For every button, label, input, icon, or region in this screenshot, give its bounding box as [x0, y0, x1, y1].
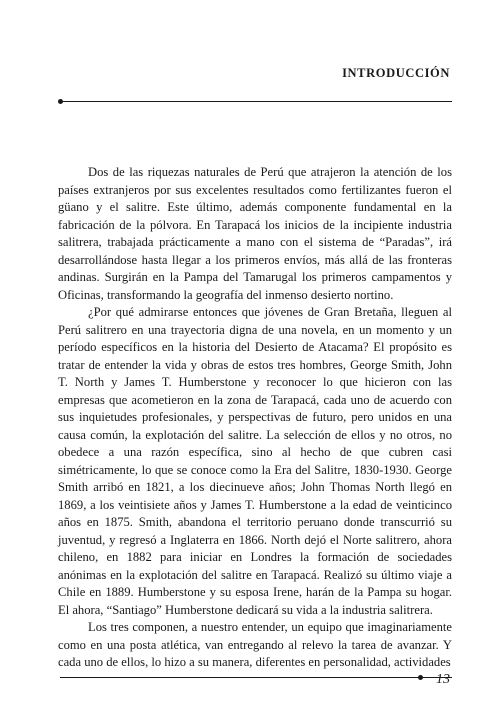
paragraph-3: Los tres componen, a nuestro entender, un equipo que imaginariamente como en una posta atlética, van entregando al relevo la tarea de avanzar. Y cada uno de ellos, lo hizo a su manera, diferentes en personalidad, actividades [58, 620, 452, 669]
body-text [58, 164, 452, 672]
paragraph-2: ¿Por qué admirarse entonces que jóvenes de Gran Bretaña, lleguen al Perú salitrero en una trayectoria digna de una novela, en un momento y un período específicos en la historia del Desierto de Atacama? El propósito es tratar de entender la vida y obras de estos tres hombres, George Smith, John T. North y James T. Humberstone y reconocer lo que hicieron con las empresas que acometieron en la zona de Tarapacá, cada uno de acuerdo con sus inquietudes profesionales, y perspectivas de futuro, pero unidos en una causa común, la explotación del salitre. La selección de ellos y no otros, no obedece a una razón específica, sino al hecho de que cubren casi simétricamente, lo que se conoce como la Era del Salitre, 1830-1930. George Smith arribó en 1821, a los diecinueve años; John Thomas North llegó en 1869, a los veintisiete años y James T. Humberstone a la edad de veinticinco años en 1875. Smith, abandona el territorio peruano donde transcurrió su juventud, y regresó a Inglaterra en 1866. North dejó el Norte salitrero, ahora chileno, en 1882 para iniciar en Londres la formación de sociedades anónimas en la explotación del salitre en Tarapacá. Realizó su último viaje a Chile en 1889. Humberstone y su esposa Irene, harán de la Pampa su hogar. El ahora, “Santiago” Humberstone dedicará su vida a la industria salitrera. [58, 305, 452, 617]
header-rule [60, 101, 452, 102]
footer-rule-bullet [418, 675, 423, 680]
page-number: 13 [436, 672, 450, 687]
paragraph-1: Dos de las riquezas naturales de Perú que atrajeron la atención de los países extranjeros por sus excelentes resultados como fertilizantes fueron el güano y el salitre. Este último, además componente fundamental en la fabricación de la pólvora. En Tarapacá los inicios de la incipiente industria salitrera, trabajada prácticamente a mano con el sistema de “Paradas”, irá desarrollándose hasta llegar a los primeros envíos, más allá de las fronteras andinas. Surgirán en la Pampa del Tamarugal los primeros campamentos y Oficinas, transformando la geografía del inmenso desierto nortino. [58, 165, 452, 302]
footer-rule [60, 677, 452, 678]
chapter-title: INTRODUCCIÓN [342, 66, 450, 80]
